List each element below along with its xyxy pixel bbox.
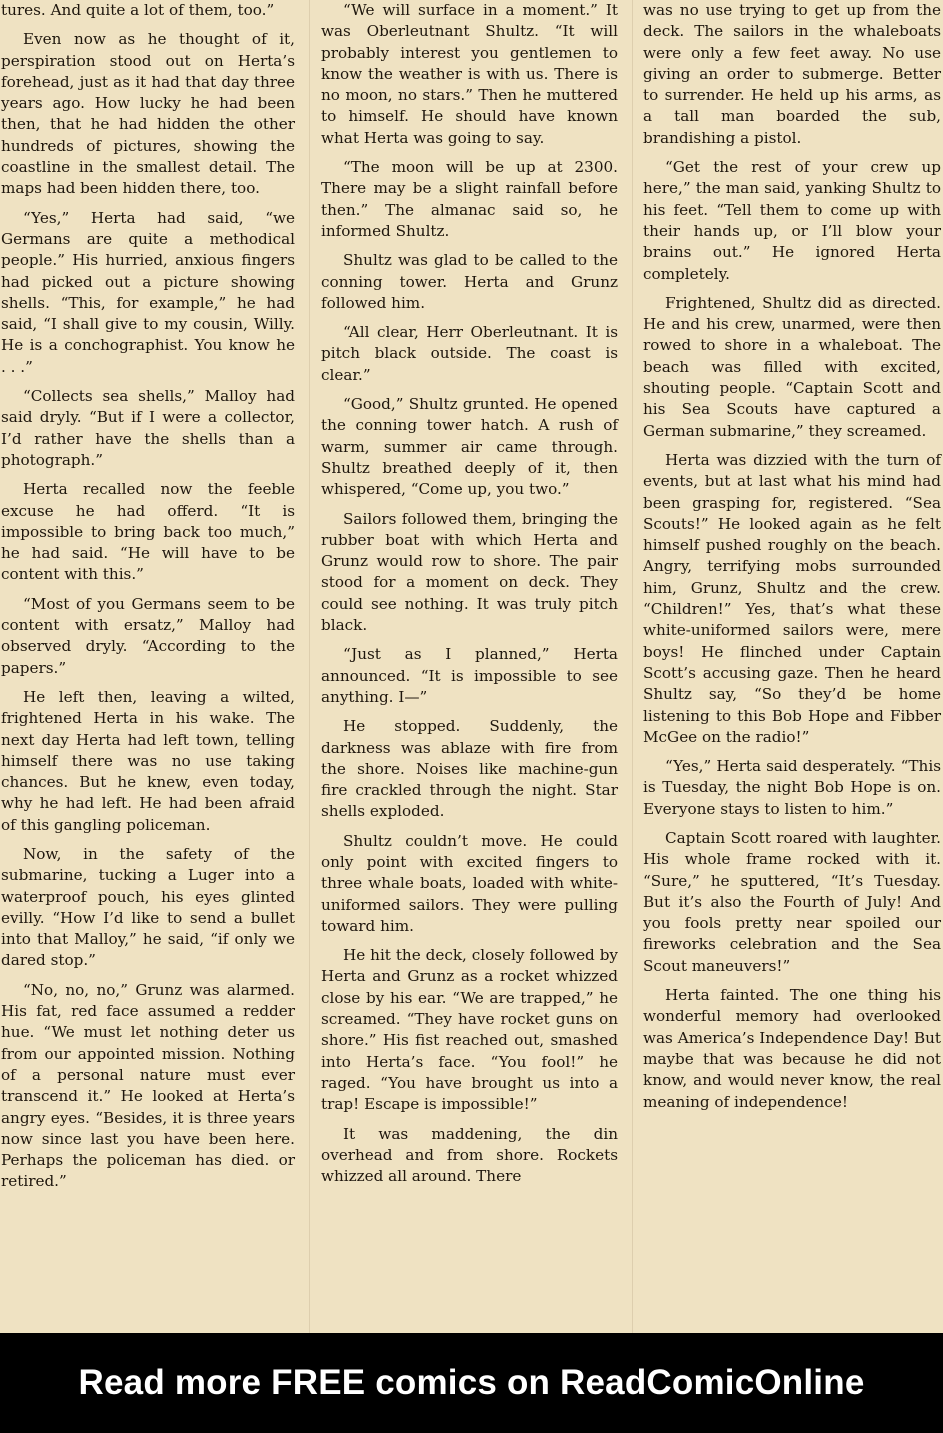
paragraph: tures. And quite a lot of them, too.” xyxy=(1,1,275,19)
paragraph: “The moon will be up at 2300. There may be a slight rainfall before then.” The almanac said so, he informed Shultz. xyxy=(321,158,618,240)
paragraph: “Collects sea shells,” Malloy had said dryly. “But if I were a collector, I’d rather have the shells than a photograph.” xyxy=(1,387,295,469)
text-column-2 xyxy=(321,0,620,1333)
paragraph: Now, in the safety of the submarine, tucking a Luger into a waterproof pouch, his eyes glinted evilly. “How I’d like to send a bullet into that Malloy,” he said, “if only we dared stop.” xyxy=(1,844,295,970)
promo-link[interactable]: Read more FREE comics on ReadComicOnline xyxy=(78,1363,865,1402)
paragraph: Herta recalled now the feeble excuse he had offerd. “It is impossible to bring back too much,” he had said. “He will have to be content with this.” xyxy=(1,480,295,584)
text-column-3 xyxy=(643,0,943,1333)
paragraph: He left then, leaving a wilted, frightened Herta in his wake. The next day Herta had left town, telling himself there was no use taking chances. But he knew, even today, why he had left. He had been afraid of this gangling policeman. xyxy=(1,687,295,834)
paragraph: Sailors followed them, bringing the rubber boat with which Herta and Grunz would row to shore. The pair stood for a moment on deck. They could see nothing. It was truly pitch black. xyxy=(321,509,618,635)
paragraph: “Good,” Shultz grunted. He opened the conning tower hatch. A rush of warm, summer air came through. Shultz breathed deeply of it, then whispered, “Come up, you two.” xyxy=(321,395,618,499)
paragraph: “Just as I planned,” Herta announced. “It is impossible to see anything. I—” xyxy=(321,645,618,706)
paragraph: “Yes,” Herta had said, “we Germans are quite a methodical people.” His hurried, anxious fingers had picked out a picture showing shells. “This, for example,” he had said, “I shall give to my cousin, Willy. He is a conchographist. You know he . . .” xyxy=(1,208,295,376)
promo-banner xyxy=(0,1333,943,1433)
column-divider xyxy=(632,0,633,1333)
paragraph: “No, no, no,” Grunz was alarmed. His fat, red face assumed a redder hue. “We must let nothing deter us from our appointed mission. Nothing of a personal nature must ever transcend it.” He looked at Herta’s angry eyes. “Besides, it is three years now since last you have been here. Perhaps the policeman has died. or retired.” xyxy=(1,980,295,1191)
paragraph: “We will surface in a moment.” It was Oberleutnant Shultz. “It will probably interest you gentlemen to know the weather is with us. There is no moon, no stars.” Then he muttered to himself. He should have known what Herta was going to say. xyxy=(321,1,618,147)
paragraph: “All clear, Herr Oberleutnant. It is pitch black outside. The coast is clear.” xyxy=(321,323,618,384)
column-divider xyxy=(309,0,310,1333)
text-column-1 xyxy=(0,0,297,1333)
paragraph: He stopped. Suddenly, the darkness was ablaze with fire from the shore. Noises like machine-gun fire crackled through the night. Star shells exploded. xyxy=(321,717,618,821)
paragraph: It was maddening, the din overhead and from shore. Rockets whizzed all around. There xyxy=(321,1124,618,1186)
paragraph: He hit the deck, closely followed by Herta and Grunz as a rocket whizzed close by his ear. “We are trapped,” he screamed. “They have rocket guns on shore.” His fist reached out, smashed into Herta’s face. “You fool!” he raged. “You have brought us into a trap! Escape is impossible!” xyxy=(321,946,618,1114)
paragraph: “Get the rest of your crew up here,” the man said, yanking Shultz to his feet. “Tell them to come up with their hands up, or I’ll blow your brains out.” He ignored Herta completely. xyxy=(643,158,941,283)
paragraph: Captain Scott roared with laughter. His whole frame rocked with it. “Sure,” he sputtered, “It’s Tuesday. But it’s also the Fourth of July! And you fools pretty near spoiled our fireworks celebration and the Sea Scout maneuvers!” xyxy=(643,828,941,975)
paragraph: Shultz couldn’t move. He could only point with excited fingers to three whale boats, loaded with white-uniformed sailors. They were pulling toward him. xyxy=(321,831,618,935)
paragraph: Herta was dizzied with the turn of events, but at last what his mind had been grasping for, registered. “Sea Scouts!” He looked again as he felt himself pushed roughly on the beach. Angry, terrifying mobs surrounded him, Grunz, Shultz and the crew. “Children!” Yes, that’s what these white-uniformed sailors were, mere boys! He flinched under Captain Scott’s accusing gaze. Then he heard Shultz say, “So they’d be home listening to this Bob Hope and Fibber McGee on the radio!” xyxy=(643,450,941,746)
paragraph: Frightened, Shultz did as directed. He and his crew, unarmed, were then rowed to shore in a whaleboat. The beach was filled with excited, shouting people. “Captain Scott and his Sea Scouts have captured a German submarine,” they screamed. xyxy=(643,293,941,440)
paragraph: Herta fainted. The one thing his wonderful memory had overlooked was America’s Independence Day! But maybe that was because he did not know, and would never know, the real meaning of independence! xyxy=(643,986,941,1111)
paragraph: “Most of you Germans seem to be content with ersatz,” Malloy had observed dryly. “According to the papers.” xyxy=(1,594,295,677)
paragraph: Even now as he thought of it, perspiration stood out on Herta’s forehead, just as it had that day three years ago. How lucky he had been then, that he had hidden the other hundreds of pictures, showing the coastline in the smallest detail. The maps had been hidden there, too. xyxy=(1,30,295,198)
paragraph: “Yes,” Herta said desperately. “This is Tuesday, the night Bob Hope is on. Everyone stays to listen to him.” xyxy=(643,757,941,818)
paragraph: was no use trying to get up from the deck. The sailors in the whaleboats were only a few feet away. No use giving an order to submerge. Better to surrender. He held up his arms, as a tall man boarded the sub, brandishing a pistol. xyxy=(643,1,941,147)
paragraph: Shultz was glad to be called to the conning tower. Herta and Grunz followed him. xyxy=(321,251,618,312)
